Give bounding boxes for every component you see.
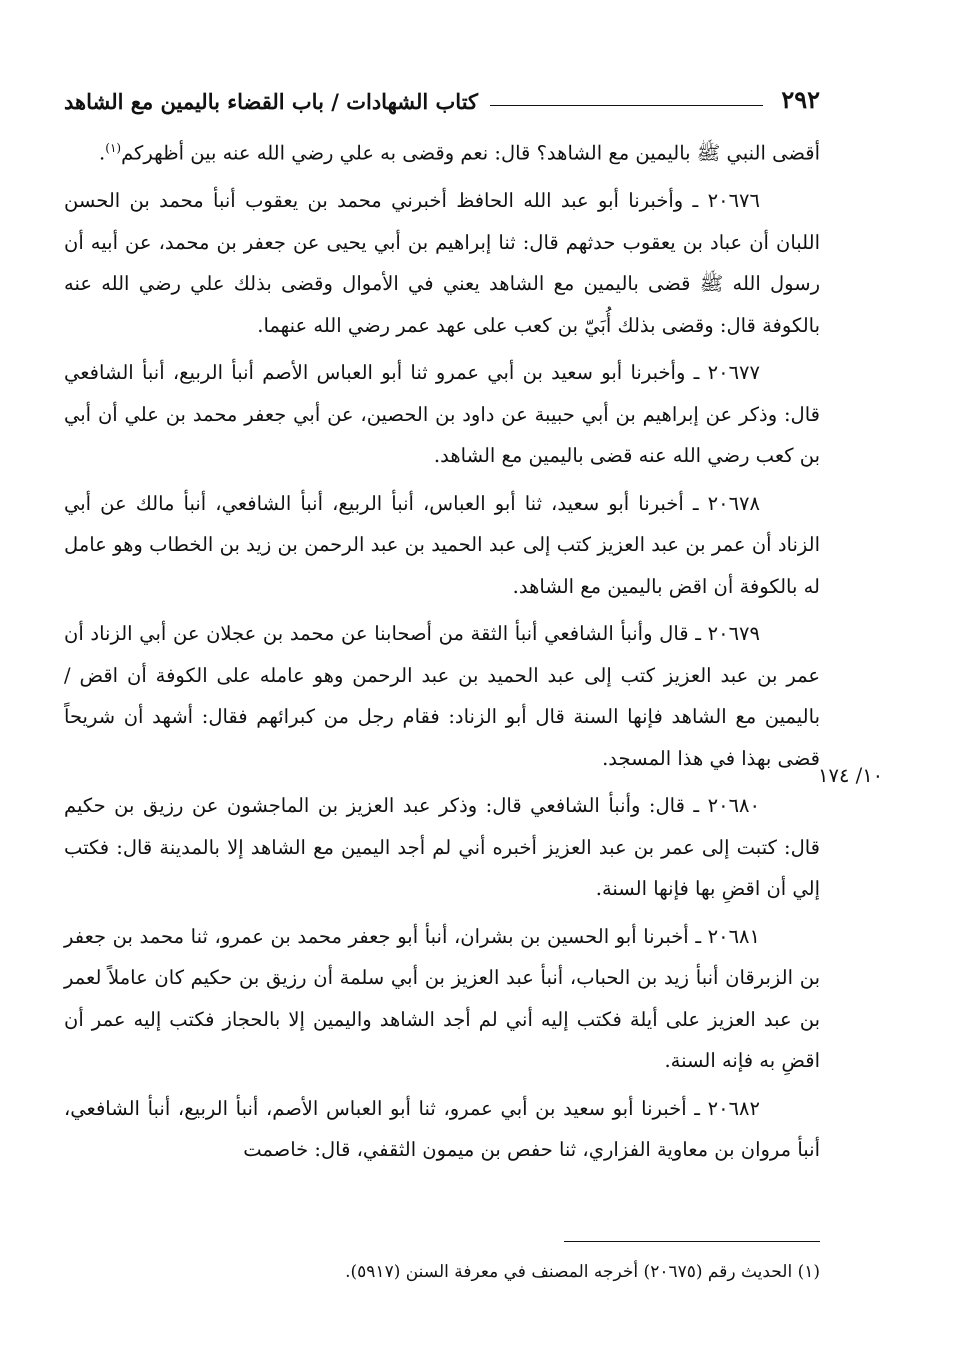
paragraph-continuation: أقضى النبي ﷺ باليمين مع الشاهد؟ قال: نعم وقضى به علي رضي الله عنه بين أظهركم$^{(١)}$. <box>99 141 820 165</box>
hadith-paragraph: ٢٠٦٧٩ ـ قال وأنبأ الشافعي أنبأ الثقة من أصحابنا عن محمد بن عجلان عن أبي الزناد أن عمر بن عبد العزيز كتب إلى عبد الحميد بن عبد الرحمن وهو عامله على الكوفة أن اقض /باليمين مع الشاهد فإنها السنة قال أبو الزناد: فقام رجل من كبرائهم فقال: أشهد أن شريحاً قضى بهذا في هذا المسجد. <box>64 622 820 770</box>
hadith-paragraph: ٢٠٦٨١ ـ أخبرنا أبو الحسين بن بشران، أنبأ أبو جعفر محمد بن عمرو، ثنا محمد بن جعفر بن الزبرقان أنبأ زيد بن الحباب، أنبأ عبد العزيز بن أبي سلمة أن رزيق بن حكيم كان عاملاً لعمر بن عبد العزيز على أيلة فكتب إليه أني لم أجد الشاهد واليمين إلا بالحجاز فكتب إليه عمر أن اقضِ به فإنه السنة. <box>64 924 820 1072</box>
footnote-marker[interactable]: (١) <box>105 141 122 155</box>
page-header <box>64 78 820 114</box>
header-rule <box>490 105 763 106</box>
hadith-paragraph: ٢٠٦٧٨ ـ أخبرنا أبو سعيد، ثنا أبو العباس، أنبأ الربيع، أنبأ الشافعي، أنبأ مالك عن أبي الزناد أن عمر بن عبد العزيز كتب إلى عبد الحميد بن عبد الرحمن بن زيد بن الخطاب وهو عامل له بالكوفة أن اقض باليمين مع الشاهد. <box>64 491 820 598</box>
footnote-divider <box>564 1241 820 1242</box>
main-text <box>64 128 820 1177</box>
running-title: كتاب الشهادات / باب القضاء باليمين مع الشاهد <box>64 89 479 114</box>
hadith-paragraph: ٢٠٦٨٠ ـ قال: وأنبأ الشافعي قال: وذكر عبد العزيز بن الماجشون عن رزيق بن حكيم قال: كتبت إلى عمر بن عبد العزيز أخبره أني لم أجد اليمين مع الشاهد إلا بالمدينة قال: فكتب إلي أن اقضِ بها فإنها السنة. <box>64 794 820 900</box>
footnote: (١) الحديث رقم (٢٠٦٧٥) أخرجه المصنف في معرفة السنن (٥٩١٧). <box>345 1262 820 1282</box>
hadith-paragraph: ٢٠٦٧٦ ـ وأخبرنا أبو عبد الله الحافظ أخبرني محمد بن يعقوب أنبأ محمد بن الحسن اللبان أن عباد بن يعقوب حدثهم قال: ثنا إبراهيم بن أبي يحيى عن جعفر بن محمد، عن أبيه أن رسول الله ﷺ قضى باليمين مع الشاهد يعني في الأموال وقضى بذلك علي رضي الله عنه بالكوفة قال: وقضى بذلك أُبَيّ بن كعب على عهد عمر رضي الله عنهما. <box>64 189 820 337</box>
hadith-paragraph: ٢٠٦٨٢ ـ أخبرنا أبو سعيد بن أبي عمرو، ثنا أبو العباس الأصم، أنبأ الربيع، أنبأ الشافعي، أنبأ مروان بن معاوية الفزاري، ثنا حفص بن ميمون الثقفي، قال: خاصمت <box>64 1096 820 1161</box>
margin-page-reference: ١٠/ ١٧٤ <box>818 764 884 787</box>
page-number: ٢٩٢ <box>781 85 820 114</box>
hadith-paragraph: ٢٠٦٧٧ ـ وأخبرنا أبو سعيد بن أبي عمرو ثنا أبو العباس الأصم أنبأ الربيع، أنبأ الشافعي قال: وذكر عن إبراهيم بن أبي حبيبة عن داود بن الحصين، عن أبي جعفر محمد بن علي أن أبي بن كعب رضي الله عنه قضى باليمين مع الشاهد. <box>64 361 820 467</box>
